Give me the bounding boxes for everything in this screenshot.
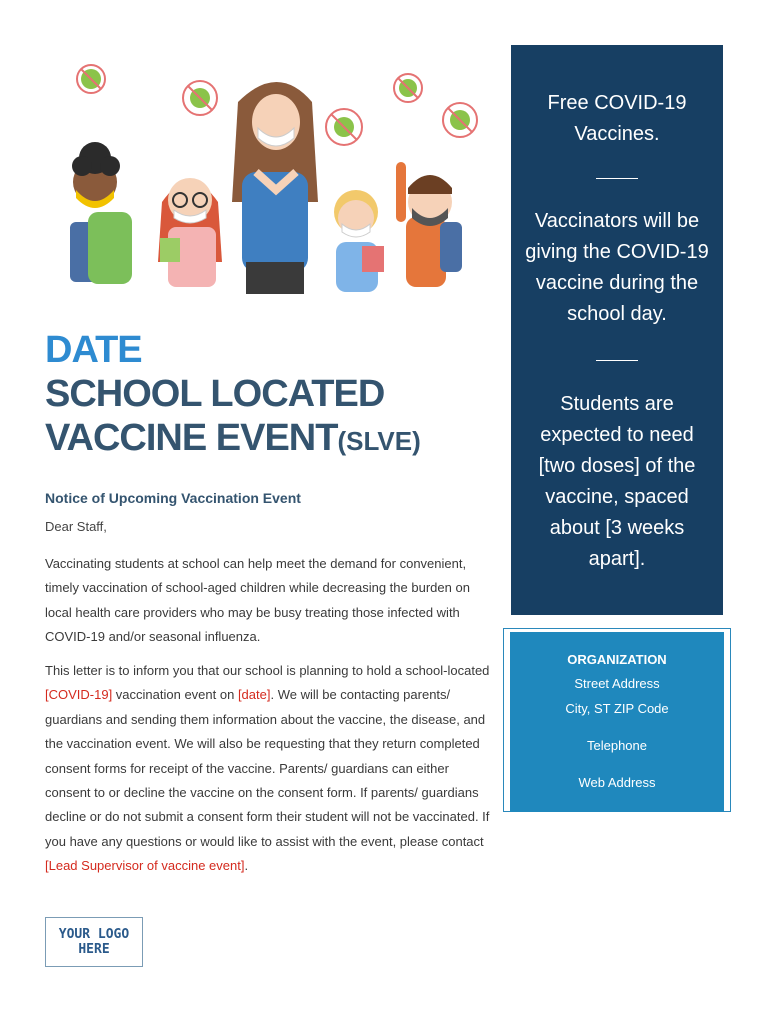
web-address: Web Address <box>578 775 656 790</box>
details-text: . <box>244 858 249 874</box>
child-figure <box>396 162 462 287</box>
sidebar-school-day: Vaccinators will be giving the COVID-19 vaccine during the school day. <box>525 210 709 325</box>
child-figure <box>158 178 222 287</box>
masked-children-illustration <box>60 62 490 294</box>
city-state-zip: City, ST ZIP Code <box>565 701 669 716</box>
details-text: vaccination event on <box>112 687 238 703</box>
telephone: Telephone <box>587 738 647 753</box>
virus-prohibited-icon <box>77 65 105 93</box>
event-title-line2 <box>45 416 421 463</box>
greeting: Dear Staff, <box>45 519 107 534</box>
event-title-line2-text: VACCINE EVENT <box>45 417 338 459</box>
details-text: . We will be contacting parents/ guardians and sending them information about the vaccine, the disease, and the vaccination event. We will also be requesting that they return completed consent forms for receipt of the vaccine. Parents/ guardians can either consent to or decline the vaccine on the consent form. If parents/ guardians decline or do not submit a consent form their student will not be vaccinated. If you have any questions or would like to assist with the event, please contact <box>45 687 490 849</box>
organization-name: ORGANIZATION <box>567 652 667 667</box>
contact-box <box>510 632 724 812</box>
child-figure <box>334 190 384 292</box>
sidebar-divider <box>596 178 638 179</box>
date-placeholder: [date] <box>237 687 271 703</box>
virus-prohibited-icon <box>183 81 217 115</box>
child-figure <box>70 142 132 284</box>
event-title-acronym: (SLVE) <box>337 426 421 456</box>
teacher-figure <box>232 82 318 294</box>
virus-prohibited-icon <box>394 74 422 102</box>
sidebar-free-vaccines: Free COVID-19 Vaccines. <box>547 92 687 145</box>
virus-prohibited-icon <box>326 109 362 145</box>
event-date-heading: DATE <box>45 329 142 371</box>
event-title <box>45 328 421 463</box>
details-paragraph <box>45 659 495 879</box>
sidebar-doses: Students are expected to need [two doses] of the vaccine, spaced about [3 weeks apart]. <box>538 393 696 570</box>
logo-line1: YOUR LOGO <box>58 927 130 942</box>
street-address: Street Address <box>574 676 660 691</box>
vaccine-placeholder: [COVID-19] <box>45 687 113 703</box>
virus-prohibited-icon <box>443 103 477 137</box>
notice-heading: Notice of Upcoming Vaccination Event <box>45 490 301 506</box>
logo-placeholder <box>45 917 143 967</box>
sidebar-divider <box>596 360 638 361</box>
details-text: This letter is to inform you that our school is planning to hold a school-located <box>45 663 490 678</box>
logo-line2: HERE <box>78 942 110 957</box>
intro-paragraph: Vaccinating students at school can help meet the demand for convenient, timely vaccination of school-aged children while decreasing the burden on local health care providers who may be busy treating those infected with COVID-19 and/or seasonal influenza. <box>45 556 470 645</box>
supervisor-placeholder: [Lead Supervisor of vaccine event] <box>45 858 245 874</box>
event-title-line1: SCHOOL LOCATED <box>45 373 385 415</box>
info-sidebar <box>511 45 723 615</box>
